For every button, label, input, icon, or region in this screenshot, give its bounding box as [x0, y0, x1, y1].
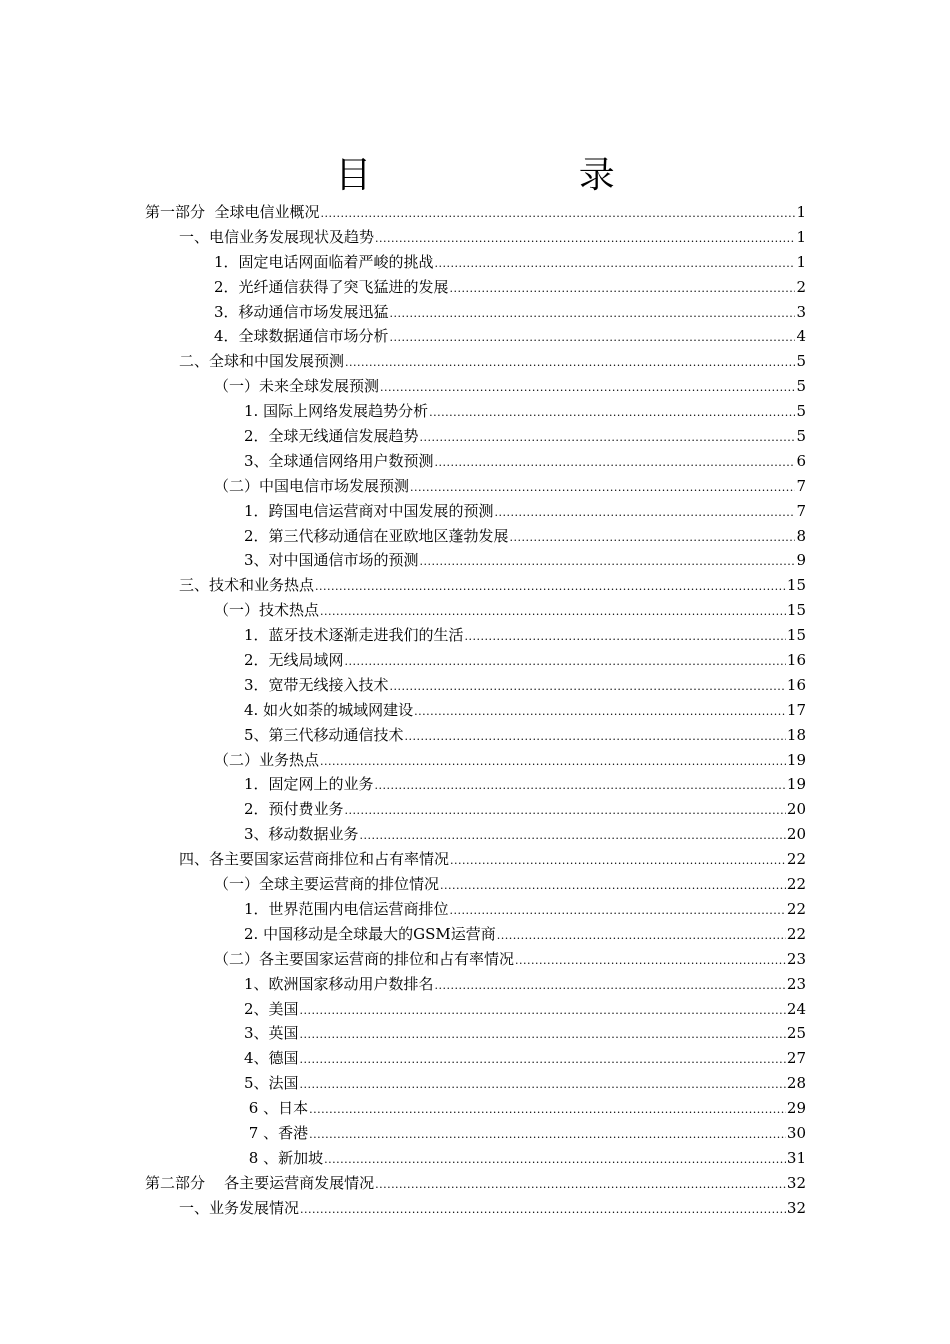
toc-entry[interactable] — [145, 922, 806, 947]
toc-page-number: 9 — [796, 551, 806, 570]
toc-dot-leader — [375, 1173, 786, 1198]
toc-page-number: 28 — [786, 1074, 806, 1093]
toc-entry-title: （二）业务热点 — [214, 750, 320, 769]
table-of-contents — [145, 200, 806, 1221]
toc-dot-leader — [435, 451, 796, 476]
toc-entry-title: 四、各主要国家运营商排位和占有率情况 — [179, 850, 450, 869]
toc-entry[interactable] — [145, 648, 806, 673]
toc-dot-leader — [515, 949, 786, 974]
toc-page-number: 27 — [786, 1049, 806, 1068]
toc-entry-title: 3．宽带无线接入技术 — [244, 675, 389, 694]
toc-entry[interactable] — [145, 225, 806, 250]
toc-dot-leader — [300, 1073, 786, 1098]
toc-entry-title: 1．世界范围内电信运营商排位 — [244, 899, 449, 918]
toc-dot-leader — [309, 1098, 786, 1123]
toc-dot-leader — [420, 550, 796, 575]
toc-page-number: 1 — [796, 203, 806, 221]
toc-dot-leader — [375, 227, 795, 252]
toc-dot-leader — [414, 700, 786, 725]
toc-page-number: 30 — [786, 1123, 806, 1142]
toc-entry-title: 三、技术和业务热点 — [179, 576, 315, 595]
toc-entry-title: 2．光纤通信获得了突飞猛进的发展 — [214, 277, 449, 296]
toc-entry-title: 4. 如火如荼的城域网建设 — [244, 700, 414, 719]
toc-page-number: 7 — [796, 476, 806, 495]
toc-dot-leader — [450, 849, 786, 874]
toc-dot-leader — [300, 1198, 786, 1223]
toc-page-number: 18 — [786, 725, 806, 744]
toc-entry[interactable] — [145, 1146, 806, 1171]
toc-dot-leader — [309, 1123, 786, 1148]
toc-entry-title: 第一部分 全球电信业概况 — [145, 203, 320, 221]
toc-dot-leader — [420, 426, 796, 451]
toc-page-number: 23 — [786, 949, 806, 968]
toc-entry[interactable] — [145, 947, 806, 972]
toc-entry[interactable] — [145, 872, 806, 897]
toc-entry[interactable] — [145, 997, 806, 1022]
toc-page-number: 15 — [786, 601, 806, 620]
toc-entry[interactable] — [145, 772, 806, 797]
toc-dot-leader — [450, 899, 786, 924]
toc-entry[interactable] — [145, 524, 806, 549]
toc-entry[interactable] — [145, 623, 806, 648]
toc-dot-leader — [300, 1023, 786, 1048]
toc-entry-title: 1．固定网上的业务 — [244, 775, 374, 794]
toc-dot-leader — [450, 277, 796, 302]
toc-page-number: 20 — [786, 825, 806, 844]
toc-dot-leader — [315, 575, 786, 600]
toc-entry-title: 5、法国 — [244, 1074, 299, 1093]
toc-entry[interactable] — [145, 847, 806, 872]
toc-entry-title: 2．全球无线通信发展趋势 — [244, 427, 419, 446]
toc-page-number: 6 — [796, 451, 806, 470]
toc-entry-title: 第二部分 各主要运营商发展情况 — [145, 1173, 375, 1192]
toc-dot-leader — [497, 924, 786, 949]
toc-entry-title: 3、移动数据业务 — [244, 825, 359, 844]
toc-entry-title: 4．全球数据通信市场分析 — [214, 327, 389, 346]
toc-entry[interactable] — [145, 598, 806, 623]
toc-entry[interactable] — [145, 1021, 806, 1046]
toc-dot-leader — [495, 501, 796, 526]
toc-page-number: 22 — [786, 875, 806, 894]
toc-entry-title: 一、电信业务发展现状及趋势 — [179, 227, 375, 246]
toc-page-number: 31 — [786, 1148, 806, 1167]
toc-dot-leader — [429, 401, 795, 426]
toc-entry-title: 1．跨国电信运营商对中国发展的预测 — [244, 501, 494, 520]
toc-dot-leader — [405, 725, 786, 750]
toc-entry[interactable] — [145, 499, 806, 524]
toc-page-number: 1 — [796, 252, 806, 271]
toc-entry-title: （一）未来全球发展预测 — [214, 377, 380, 396]
toc-entry[interactable] — [145, 374, 806, 399]
toc-page-number: 22 — [786, 924, 806, 943]
toc-page-number: 3 — [796, 302, 806, 321]
toc-entry-title: 8 、新加坡 — [244, 1148, 324, 1167]
toc-dot-leader — [300, 999, 786, 1024]
toc-page-number: 22 — [786, 899, 806, 918]
toc-entry[interactable] — [145, 972, 806, 997]
toc-entry[interactable] — [145, 349, 806, 374]
toc-entry[interactable] — [145, 822, 806, 847]
toc-dot-leader — [435, 974, 786, 999]
toc-entry[interactable] — [145, 399, 806, 424]
toc-entry[interactable] — [145, 1196, 806, 1221]
toc-dot-leader — [321, 202, 796, 227]
toc-page-number: 32 — [786, 1173, 806, 1192]
toc-entry[interactable] — [145, 723, 806, 748]
toc-page-number: 17 — [786, 700, 806, 719]
toc-entry-title: 5、第三代移动通信技术 — [244, 725, 404, 744]
toc-dot-leader — [390, 302, 796, 327]
toc-dot-leader — [375, 774, 786, 799]
toc-page-number: 19 — [786, 750, 806, 769]
toc-entry-title: 1．固定电话网面临着严峻的挑战 — [214, 252, 434, 271]
toc-dot-leader — [360, 824, 786, 849]
toc-page-number: 1 — [796, 227, 806, 246]
toc-page-number: 4 — [796, 327, 806, 346]
toc-entry[interactable] — [145, 1071, 806, 1096]
toc-entry[interactable] — [145, 573, 806, 598]
toc-entry-title: 2、美国 — [244, 999, 299, 1018]
toc-entry-title: 6 、日本 — [244, 1099, 309, 1118]
toc-dot-leader — [510, 526, 796, 551]
toc-entry[interactable] — [145, 250, 806, 275]
toc-page-number: 7 — [796, 501, 806, 520]
toc-dot-leader — [324, 1148, 786, 1173]
toc-entry-title: 7 、香港 — [244, 1123, 309, 1142]
toc-entry-title: （二）中国电信市场发展预测 — [214, 476, 410, 495]
toc-dot-leader — [465, 625, 786, 650]
toc-entry[interactable] — [145, 300, 806, 325]
toc-entry-title: 2．第三代移动通信在亚欧地区蓬勃发展 — [244, 526, 509, 545]
toc-dot-leader — [300, 1048, 786, 1073]
toc-dot-leader — [390, 675, 786, 700]
page-title: 目 录 — [335, 155, 713, 197]
toc-entry-title: 3、英国 — [244, 1024, 299, 1043]
toc-dot-leader — [435, 252, 796, 277]
toc-page-number: 19 — [786, 775, 806, 794]
toc-entry[interactable] — [145, 424, 806, 449]
toc-entry[interactable] — [145, 698, 806, 723]
toc-entry-title: （一）全球主要运营商的排位情况 — [214, 875, 440, 894]
toc-entry-title: 3、全球通信网络用户数预测 — [244, 451, 434, 470]
toc-entry-title: 1. 国际上网络发展趋势分析 — [244, 402, 429, 421]
toc-page-number: 23 — [786, 974, 806, 993]
toc-entry-title: 一、业务发展情况 — [179, 1198, 300, 1217]
toc-entry[interactable] — [145, 548, 806, 573]
toc-entry[interactable] — [145, 1121, 806, 1146]
toc-page-number: 15 — [786, 576, 806, 595]
toc-page-number: 16 — [786, 675, 806, 694]
toc-page-number: 20 — [786, 800, 806, 819]
toc-entry-title: 3．移动通信市场发展迅猛 — [214, 302, 389, 321]
toc-entry[interactable] — [145, 200, 806, 225]
toc-entry[interactable] — [145, 474, 806, 499]
toc-dot-leader — [345, 799, 786, 824]
toc-entry[interactable] — [145, 673, 806, 698]
toc-page-number: 5 — [796, 427, 806, 446]
toc-dot-leader — [320, 750, 786, 775]
toc-page-number: 25 — [786, 1024, 806, 1043]
toc-entry[interactable] — [145, 449, 806, 474]
toc-dot-leader — [320, 600, 786, 625]
toc-entry[interactable] — [145, 1046, 806, 1071]
toc-dot-leader — [410, 476, 795, 501]
toc-dot-leader — [345, 351, 795, 376]
toc-page-number: 5 — [796, 402, 806, 421]
toc-entry[interactable] — [145, 324, 806, 349]
toc-page-number: 2 — [796, 277, 806, 296]
toc-page-number: 15 — [786, 626, 806, 645]
toc-dot-leader — [390, 326, 796, 351]
toc-page-number: 22 — [786, 850, 806, 869]
toc-dot-leader — [345, 650, 786, 675]
toc-entry-title: 2. 中国移动是全球最大的GSM运营商 — [244, 924, 496, 943]
toc-page-number: 5 — [796, 377, 806, 396]
toc-entry-title: 2．预付费业务 — [244, 800, 344, 819]
toc-page-number: 5 — [796, 352, 806, 371]
toc-entry[interactable] — [145, 1171, 806, 1196]
toc-entry[interactable] — [145, 897, 806, 922]
toc-entry-title: 4、德国 — [244, 1049, 299, 1068]
toc-entry[interactable] — [145, 748, 806, 773]
toc-page-number: 24 — [786, 999, 806, 1018]
toc-entry-title: 1、欧洲国家移动用户数排名 — [244, 974, 434, 993]
toc-entry-title: 2．无线局域网 — [244, 651, 344, 670]
toc-page-number: 16 — [786, 651, 806, 670]
toc-entry[interactable] — [145, 1096, 806, 1121]
toc-entry-title: 二、全球和中国发展预测 — [179, 352, 345, 371]
toc-entry-title: （二）各主要国家运营商的排位和占有率情况 — [214, 949, 515, 968]
toc-entry-title: （一）技术热点 — [214, 601, 320, 620]
toc-entry[interactable] — [145, 275, 806, 300]
toc-entry[interactable] — [145, 797, 806, 822]
toc-entry-title: 3、对中国通信市场的预测 — [244, 551, 419, 570]
toc-page-number: 32 — [786, 1198, 806, 1217]
toc-dot-leader — [440, 874, 786, 899]
toc-page-number: 29 — [786, 1099, 806, 1118]
toc-entry-title: 1．蓝牙技术逐渐走进我们的生活 — [244, 626, 464, 645]
toc-dot-leader — [380, 376, 795, 401]
toc-page-number: 8 — [796, 526, 806, 545]
